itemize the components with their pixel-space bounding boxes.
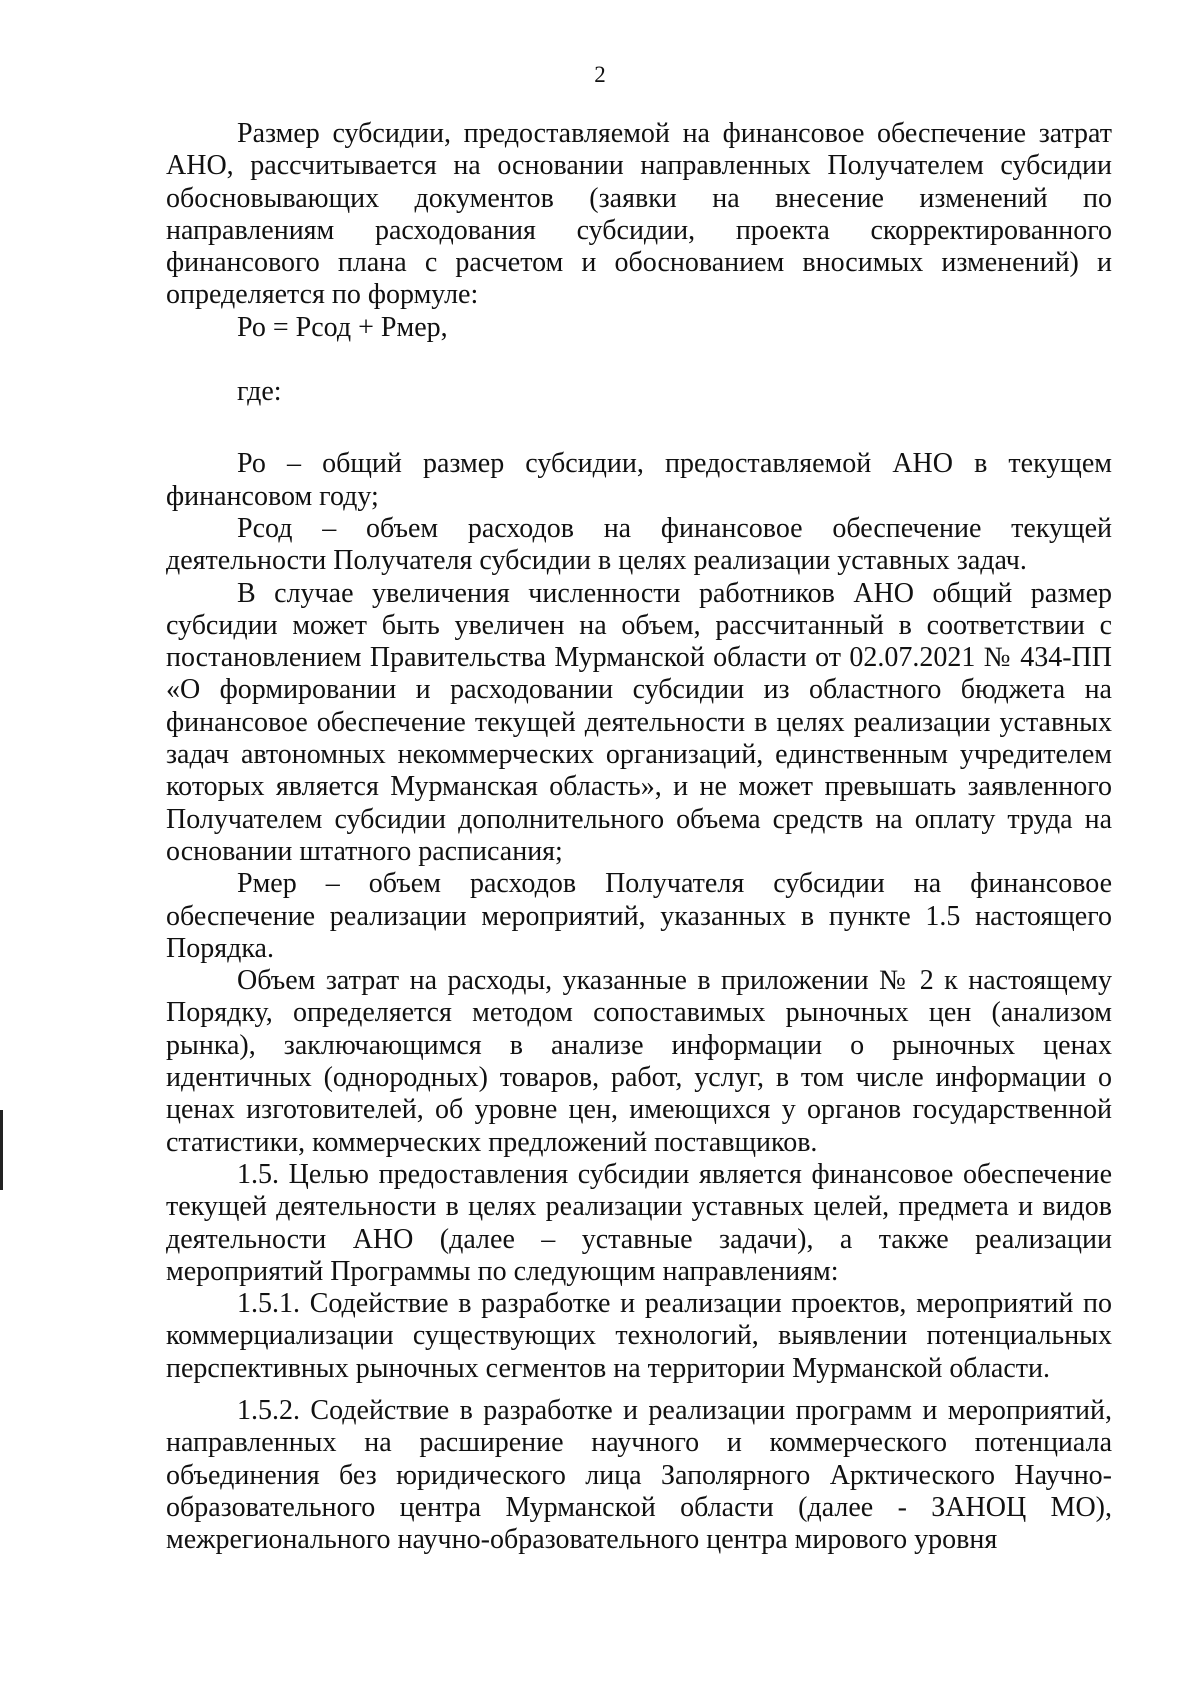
paragraph-rmer-definition: Рмер – объем расходов Получателя субсидии на финансовое обеспечение реализации мероприятий, указанных в пункте 1.5 настоящего Порядка.	[166, 868, 1112, 964]
paragraph-rsod-definition: Рсод – объем расходов на финансовое обеспечение текущей деятельности Получателя субсидии в целях реализации уставных задач.	[166, 512, 1112, 577]
paragraph-section-1-5-1: 1.5.1. Содействие в разработке и реализации проектов, мероприятий по коммерциализации существующих технологий, выявлении потенциальных перспективных рыночных сегментов на территории Мурманской области.	[166, 1288, 1112, 1384]
paragraph-cost-method: Объем затрат на расходы, указанные в приложении № 2 к настоящему Порядку, определяется методом сопоставимых рыночных цен (анализом рынка), заключающимся в анализе информации о рыночных ценах идентичных (однородных) товаров, работ, услуг, в том числе информации о ценах изготовителей, об уровне цен, имеющихся у органов государственной статистики, коммерческих предложений поставщиков.	[166, 965, 1112, 1158]
paragraph-subsidy-size: Размер субсидии, предоставляемой на финансовое обеспечение затрат АНО, рассчитывается на основании направленных Получателем субсидии обосновывающих документов (заявки на внесение изменений по направлениям расходования субсидии, проекта скорректированного финансового плана с расчетом и обоснованием вносимых изменений) и определяется по формуле:	[166, 118, 1112, 311]
paragraph-ro-definition: Ро – общий размер субсидии, предоставляемой АНО в текущем финансовом году;	[166, 448, 1112, 512]
formula-where: где:	[237, 376, 282, 408]
paragraph-staff-increase: В случае увеличения численности работников АНО общий размер субсидии может быть увеличен на объем, рассчитанный в соответствии с постановлением Правительства Мурманской области от 02.07.2021 № 434-ПП «О формировании и расходовании субсидии из областного бюджета на финансовое обеспечение текущей деятельности в целях реализации уставных задач автономных некоммерческих организаций, единственным учредителем которых является Мурманская область», и не может превышать заявленного Получателем субсидии дополнительного объема средств на оплату труда на основании штатного расписания;	[166, 577, 1112, 867]
scan-edge-mark	[0, 1110, 3, 1190]
document-body	[166, 118, 1112, 1556]
page-number: 2	[594, 62, 606, 87]
paragraph-section-1-5-2: 1.5.2. Содействие в разработке и реализации программ и мероприятий, направленных на расширение научного и коммерческого потенциала объединения без юридического лица Заполярного Арктического Научно-образовательного центра Мурманской области (далее - ЗАНОЦ МО), межрегионального научно-образовательного центра мирового уровня	[166, 1394, 1112, 1556]
paragraph-section-1-5: 1.5. Целью предоставления субсидии является финансовое обеспечение текущей деятельности в целях реализации уставных целей, предмета и видов деятельности АНО (далее – уставные задачи), а также реализации мероприятий Программы по следующим направлениям:	[166, 1158, 1112, 1287]
formula: Ро = Рсод + Рмер,	[237, 311, 448, 343]
